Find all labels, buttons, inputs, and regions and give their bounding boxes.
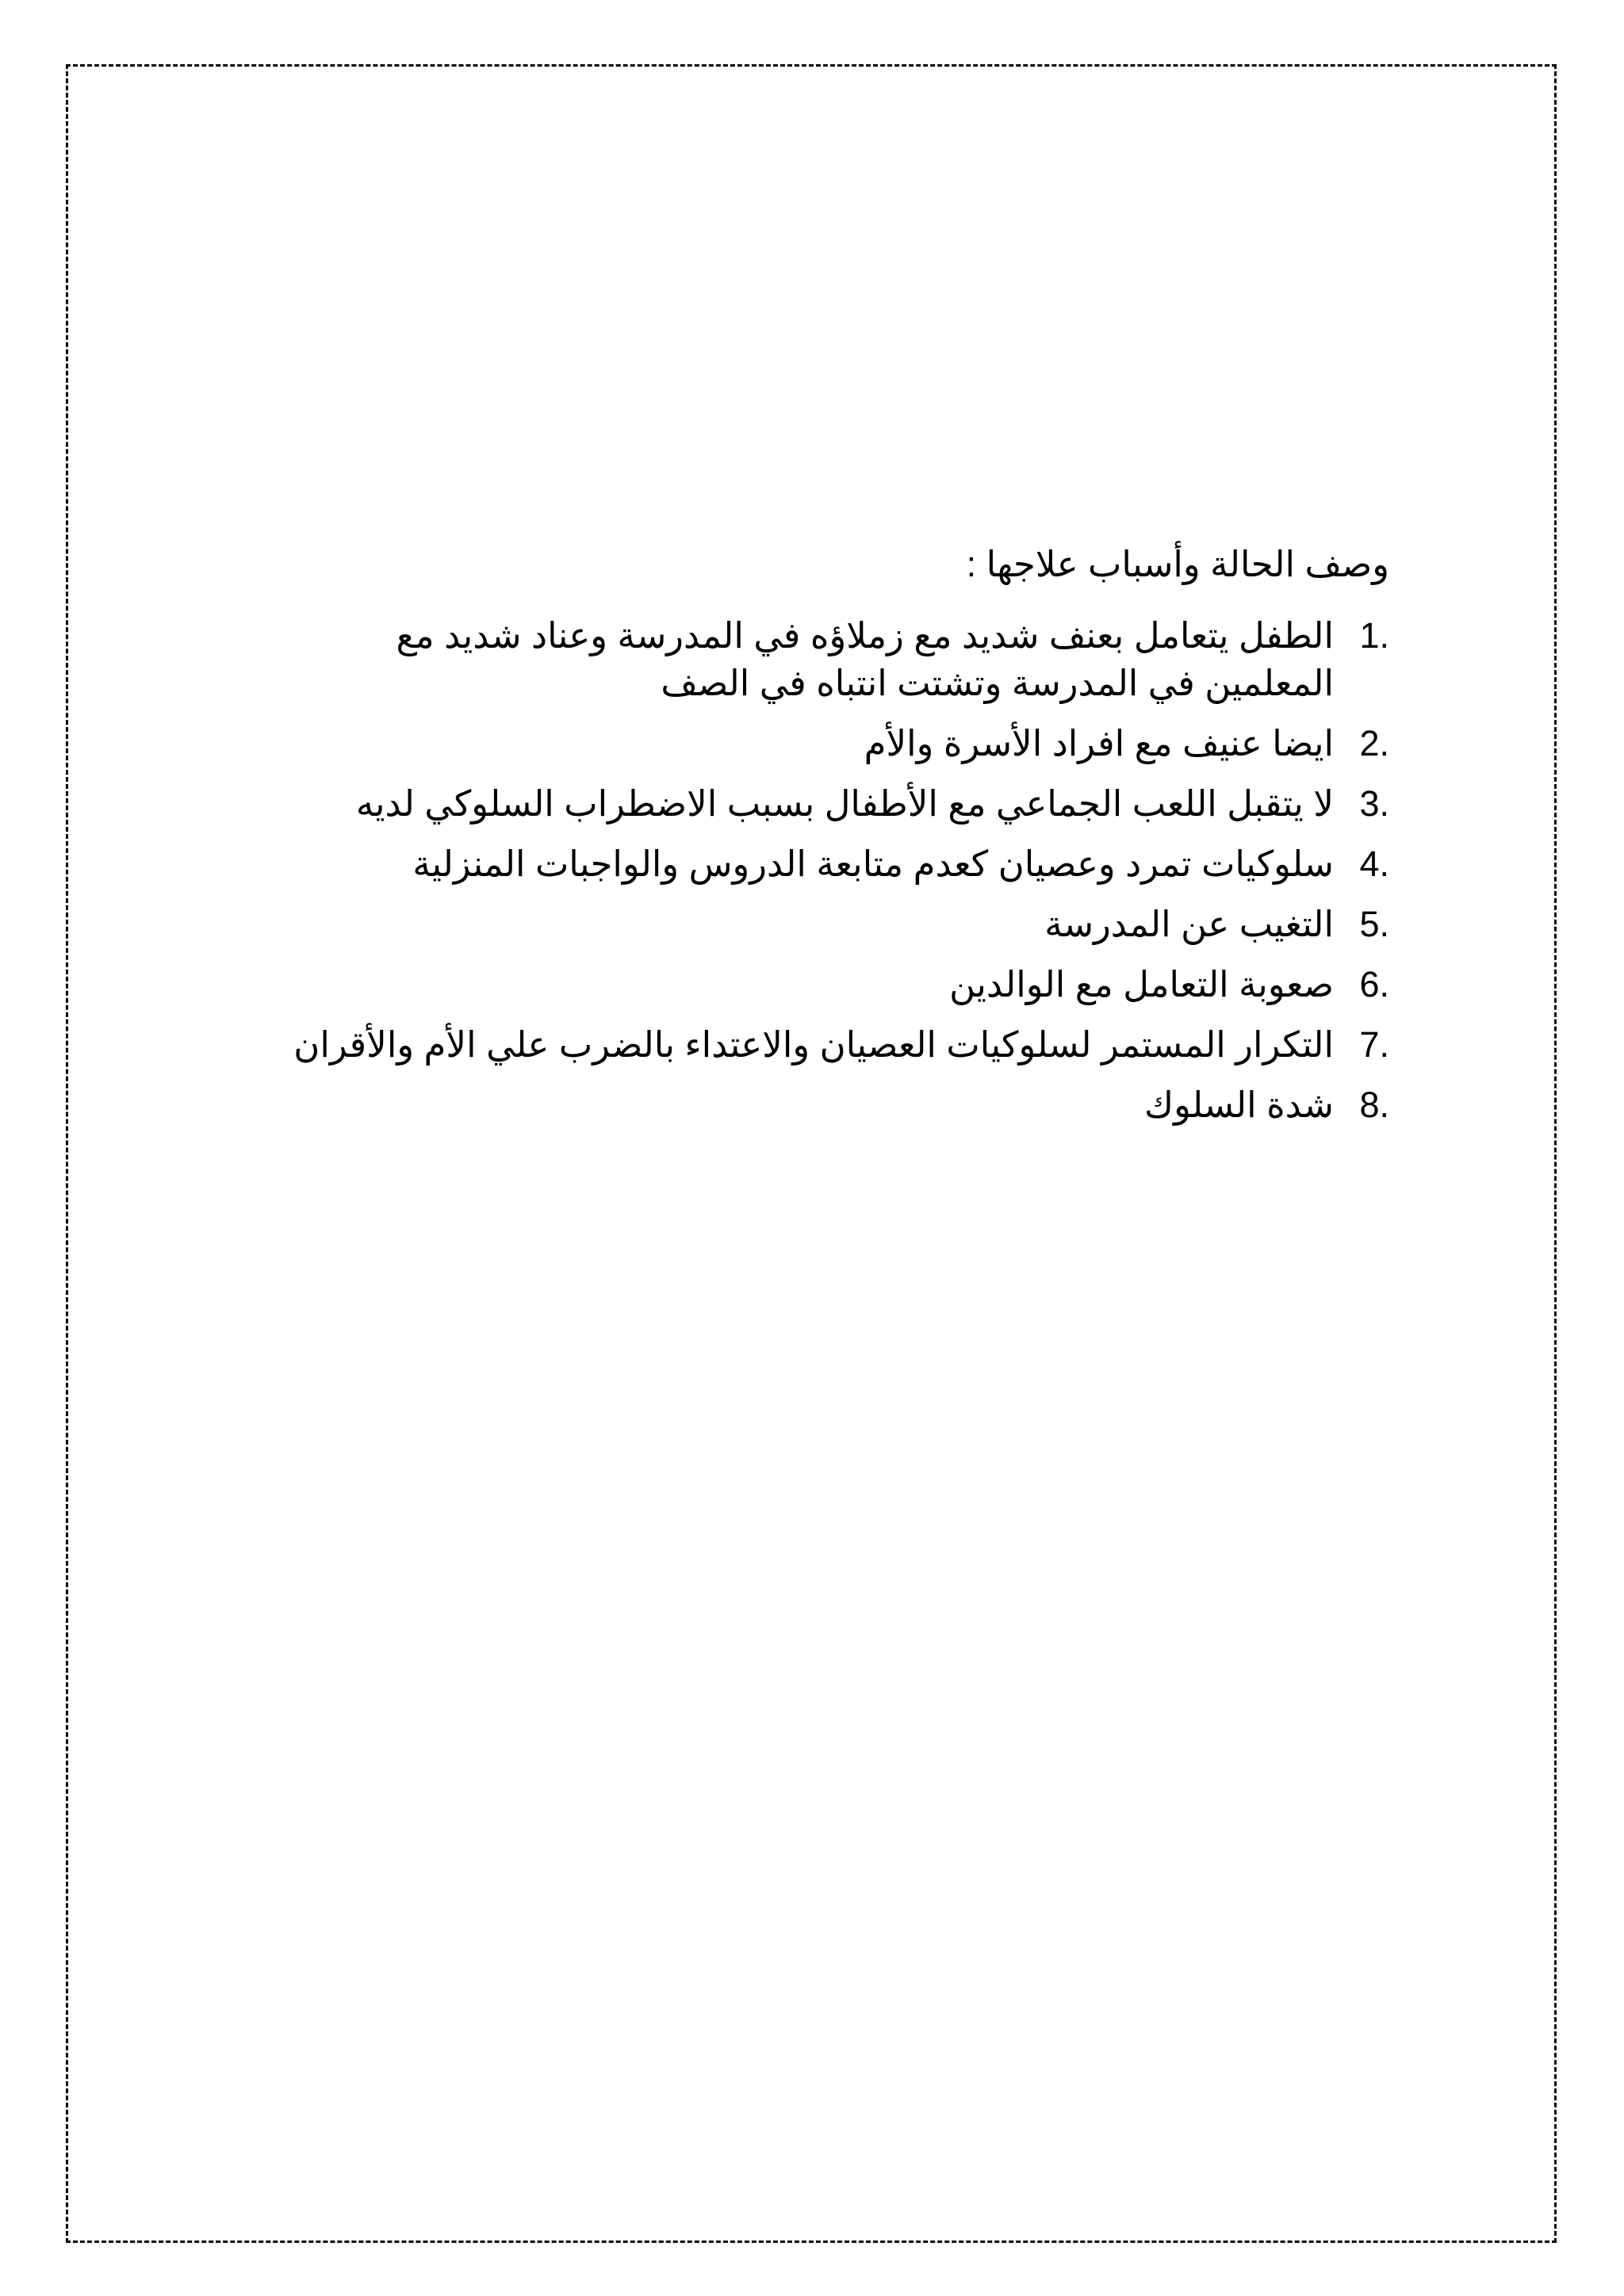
list-item [270, 780, 1389, 828]
list-item-text: شدة السلوك [1144, 1085, 1334, 1125]
list-item [270, 961, 1389, 1008]
document-heading: وصف الحالة وأسباب علاجها : [966, 544, 1389, 584]
list-item-text: التكرار المستمر لسلوكيات العصيان والاعتداء بالضرب علي الأم والأقران [293, 1024, 1334, 1065]
list-item [270, 720, 1389, 767]
list-item-number: 5. [1359, 904, 1389, 944]
document-body [270, 541, 1389, 1142]
list-item-text: ايضا عنيف مع افراد الأسرة والأم [864, 723, 1334, 763]
page-border [66, 64, 1557, 2243]
list-item-text: التغيب عن المدرسة [1044, 904, 1334, 944]
list-item-number: 8. [1359, 1085, 1389, 1125]
list-item-text: الطفل يتعامل بعنف شديد مع زملاؤه في المدرسة وعناد شديد مع المعلمين في المدرسة وتشتت انتباه في الصف [396, 615, 1334, 703]
list-item-number: 7. [1359, 1024, 1389, 1065]
list-item [270, 901, 1389, 948]
list-item-number: 1. [1359, 615, 1389, 656]
list-item-number: 4. [1359, 844, 1389, 884]
list-item [270, 612, 1389, 707]
causes-list [270, 612, 1389, 1129]
list-item-text: سلوكيات تمرد وعصيان كعدم متابعة الدروس والواجبات المنزلية [412, 844, 1334, 884]
list-item-text: لا يتقبل اللعب الجماعي مع الأطفال بسبب الاضطراب السلوكي لديه [355, 783, 1334, 824]
list-item-number: 2. [1359, 723, 1389, 763]
list-item [270, 1021, 1389, 1069]
list-item [270, 840, 1389, 888]
list-item-text: صعوبة التعامل مع الوالدين [949, 964, 1334, 1004]
list-item-number: 6. [1359, 964, 1389, 1004]
list-item [270, 1081, 1389, 1129]
list-item-number: 3. [1359, 783, 1389, 824]
